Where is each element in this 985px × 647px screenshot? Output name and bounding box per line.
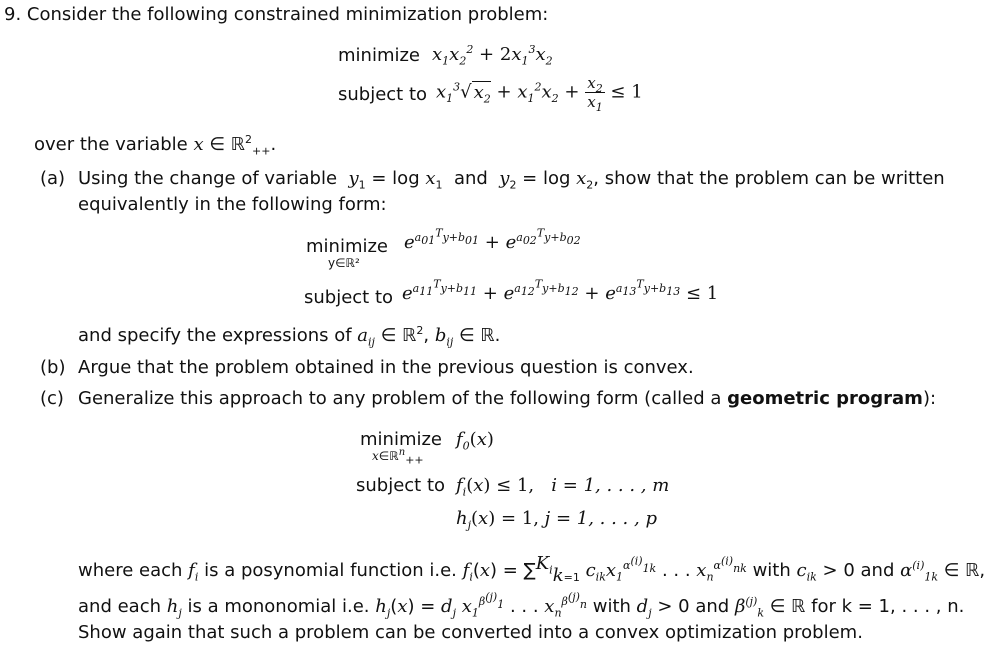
part-b-text: Argue that the problem obtained in the previous question is convex. <box>78 357 694 378</box>
part-c-equality-constraint: $h_j(x) = 1$, j = 1, . . . , p <box>456 508 657 532</box>
part-a-objective: $e^{a_{01}^Ty+b_{01}} + e^{a_{02}^Ty+b_{02}}$ <box>404 226 581 253</box>
problem-intro: 9. Consider the following constrained minimization problem: <box>4 4 549 25</box>
subject-to-keyword: subject to <box>338 84 428 105</box>
part-a-specify-line: and specify the expressions of $a_{ij}$ ∈ ℝ$^2$, $b_{ij}$ ∈ ℝ. <box>78 324 501 349</box>
constraint-expression: $x_1^3√$ $x_2 + x_1^2x_2$ + $\frac{x_2}{x_1}$ ≤ 1 <box>436 74 643 114</box>
part-a-minimize-keyword: minimize <box>306 236 389 257</box>
part-c-minimize-keyword: minimize <box>360 429 443 450</box>
minimize-keyword: minimize <box>338 45 421 66</box>
part-c-minimize-under: x∈ℝ$^n_{++}$ <box>372 447 424 467</box>
part-a-line2: equivalently in the following form: <box>78 194 387 215</box>
over-variable-line: over the variable x ∈ ℝ$^2_{++}$. <box>34 133 277 158</box>
part-c-text: Generalize this approach to any problem of the following form (called a geometric program): <box>78 388 937 409</box>
part-a-minimize-under: y∈ℝ² <box>328 256 360 270</box>
part-a-line1: Using the change of variable $y_1 = \log x_1$ and $y_2 = \log x_2$, show that the problem can be written <box>78 168 945 192</box>
part-c-objective: $f_0(x)$ <box>456 429 494 453</box>
part-c-final-line: Show again that such a problem can be converted into a convex optimization problem. <box>78 622 863 643</box>
geometric-program-term: geometric program <box>727 388 923 409</box>
part-b-label: (b) <box>40 357 66 378</box>
part-c-inequality-constraint: $f_i(x) \le 1$, i = 1, . . . , m <box>456 475 670 499</box>
part-c-label: (c) <box>40 388 64 409</box>
mononomial-definition: and each $h_j$ is a mononomial i.e. $h_j(x) = d_j$ $x_1^{\beta^{(j)}_1}$ . . . $x_n^{\beta^{(j)}_n}$ with $d_j > 0$ and $\beta^{(j)}_k$ ∈ ℝ for k = 1, . . . , n. <box>78 590 965 620</box>
part-a-label: (a) <box>40 168 66 189</box>
objective-expression: $x_1x_2^2 + 2x_1^3x_2$ <box>432 43 553 68</box>
part-a-subject-to-keyword: subject to <box>304 287 394 308</box>
part-c-subject-to-keyword: subject to <box>356 475 446 496</box>
constraint-rhs: ≤ 1 <box>610 81 643 103</box>
part-a-constraint: $e^{a_{11}^Ty+b_{11}} + e^{a_{12}^Ty+b_{12}} + e^{a_{13}^Ty+b_{13}} \le 1$ <box>402 277 719 304</box>
posynomial-definition: where each $f_i$ is a posynomial function i.e. $f_i(x) = \sum^{K_i}_{k=1}$ $c_{ik}x_1^{\alpha^{(i)}_{1k}}$ . . . $x_n^{\alpha^{(i)}_{nk}}$ with $c_{ik} > 0$ and $\alpha^{(i)}_{1k}$ ∈ ℝ, <box>78 553 985 586</box>
